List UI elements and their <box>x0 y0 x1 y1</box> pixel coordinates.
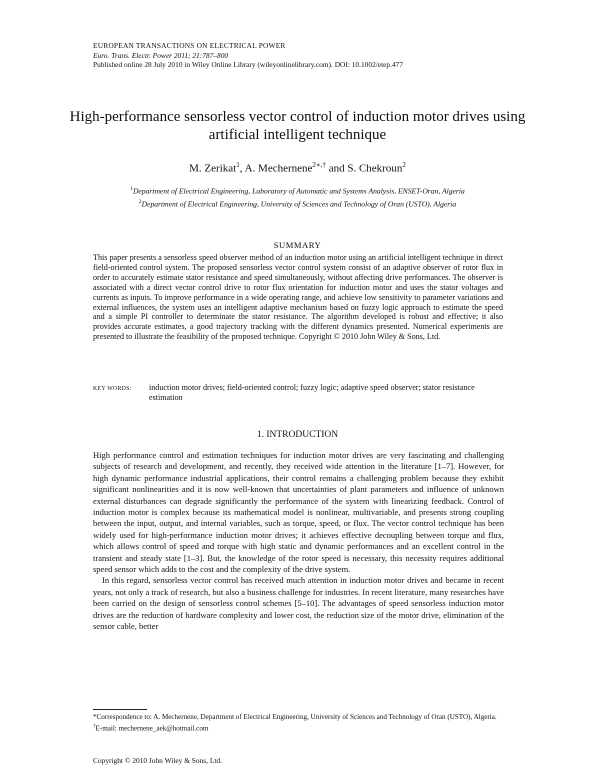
abstract-copyright: Copyright © 2010 John Wiley & Sons, Ltd. <box>298 332 441 342</box>
footnote-mark: † <box>93 724 96 729</box>
author-separator: and <box>325 162 348 175</box>
affiliation-2 <box>60 197 535 210</box>
abstract-text: This paper presents a sensorless speed observer method of an induction motor using an artificial intelligent technique in direct field-oriented control system. The proposed sensorless vector control system consist of an adaptive observer of rotor flux in order to accurately estimate stator resistance and speed simultaneously, without affecting drive performances. The observer is associated with a direct vector control drive to rotor flux orientation for induction motor and uses the stator voltages and currents as inputs. To improve performance in a wide operating range, and achieve low sensitivity to parameter variations and external influences, the system uses an intelligent adaptive mechanism based on fuzzy logic approach to estimate the speed and a simple PI controller to determinate the stator resistance. The algorithm developed is robust and effective; it also provides accurate estimates, a good trajectory tracking with the different dynamics presented. Numerical experiments are presented to illustrate the feasibility of the proposed technique. <box>93 253 503 342</box>
author-affiliation-mark: 1 <box>236 161 240 169</box>
affiliation-mark: 2 <box>138 198 142 205</box>
email-footnote <box>93 722 504 733</box>
author-list <box>60 161 535 175</box>
keywords-text: induction motor drives; field-oriented control; fuzzy logic; adaptive speed observer; stator resistance estimation <box>149 383 475 403</box>
paragraph: In this regard, sensorless vector control has received much attention in induction motor drives and became in recent years, not only a track of research, but also a business challenge for industries. In recent literature, many researches have been carried on the design of sensorless control schemes [5–10]. The advantages of speed sensorless induction motor drives are the reduction of hardware complexity and lower cost, the reduction size of the motor drive, elimination of the sensor cable, better <box>93 575 504 632</box>
affiliation-mark: 1 <box>130 186 133 192</box>
paragraph: High performance control and estimation techniques for induction motor drives are very fascinating and challenging subjects of research and development, and recently, they received wide attention in the literature [1–7]. However, for high dynamic performance industrial applications, their control remains a challenging problem because they exhibit significant nonlinearities and it is now well-known that uncertainties of plant parameters and influence of unknown external disturbances can degrade significantly the performance of the system with linearizing feedback. Control of induction motor is complex because its mathematical model is nonlinear, multivariable, and presents strong coupling between the input, output, and internal variables, such as torque, speed, or flux. The vector control technique has been widely used for high-performance induction motor drives; it achieves effective decoupling between torque and flux, which allows control of speed and torque with high static and dynamic performances and an excellent control in the transient and steady state [1–3]. But, the knowledge of the rotor speed is necessary, this necessity requires additional speed sensor which adds to the cost and the complexity of the drive system. <box>93 450 504 575</box>
author-name: M. Zerikat <box>189 162 237 175</box>
email-text: E-mail: mechernene_aek@hotmail.com <box>95 724 209 733</box>
affiliation-text: Department of Electrical Engineering, Laboratory of Automatic and Systems Analysis, ENSET-Oran, Algeria <box>132 186 465 196</box>
affiliations <box>60 184 535 209</box>
keywords <box>93 383 503 403</box>
journal-header <box>93 41 513 70</box>
journal-name: EUROPEAN TRANSACTIONS ON ELECTRICAL POWER <box>93 41 286 50</box>
author-affiliation-mark: 2 <box>402 161 406 169</box>
section-heading: 1. INTRODUCTION <box>256 430 339 440</box>
correspondence-footnote: *Correspondence to: A. Mechernene, Department of Electrical Engineering, University of Sciences and Technology of Oran (USTO), Algeria. <box>93 713 497 721</box>
author-separator: , <box>239 162 245 175</box>
body-text <box>93 450 504 633</box>
page-footer-copyright: Copyright © 2010 John Wiley & Sons, Ltd. <box>93 756 222 765</box>
footnote-divider <box>93 709 147 710</box>
journal-citation <box>93 51 513 61</box>
abstract <box>93 253 503 342</box>
affiliation-text: Department of Electrical Engineering, University of Sciences and Technology of Oran (USTO), Algeria <box>141 199 457 209</box>
publication-info: Published online 28 July 2010 in Wiley Online Library (wileyonlinelibrary.com). DOI: 10.1002/etep.477 <box>93 60 404 70</box>
citation-text: Euro. Trans. Electr. Power 2011; 21:787–800 <box>93 50 229 60</box>
author-name: S. Chekroun <box>347 162 403 175</box>
author-affiliation-mark: 2∗,† <box>312 161 326 169</box>
summary-heading: SUMMARY <box>273 240 322 250</box>
footnotes <box>93 713 504 733</box>
affiliation-1 <box>60 184 535 197</box>
author-name: A. Mechernene <box>244 162 313 175</box>
paper-title: High-performance sensorless vector control of induction motor drives using artificial intelligent technique <box>69 109 526 143</box>
keywords-label: KEY WORDS: <box>93 386 132 392</box>
